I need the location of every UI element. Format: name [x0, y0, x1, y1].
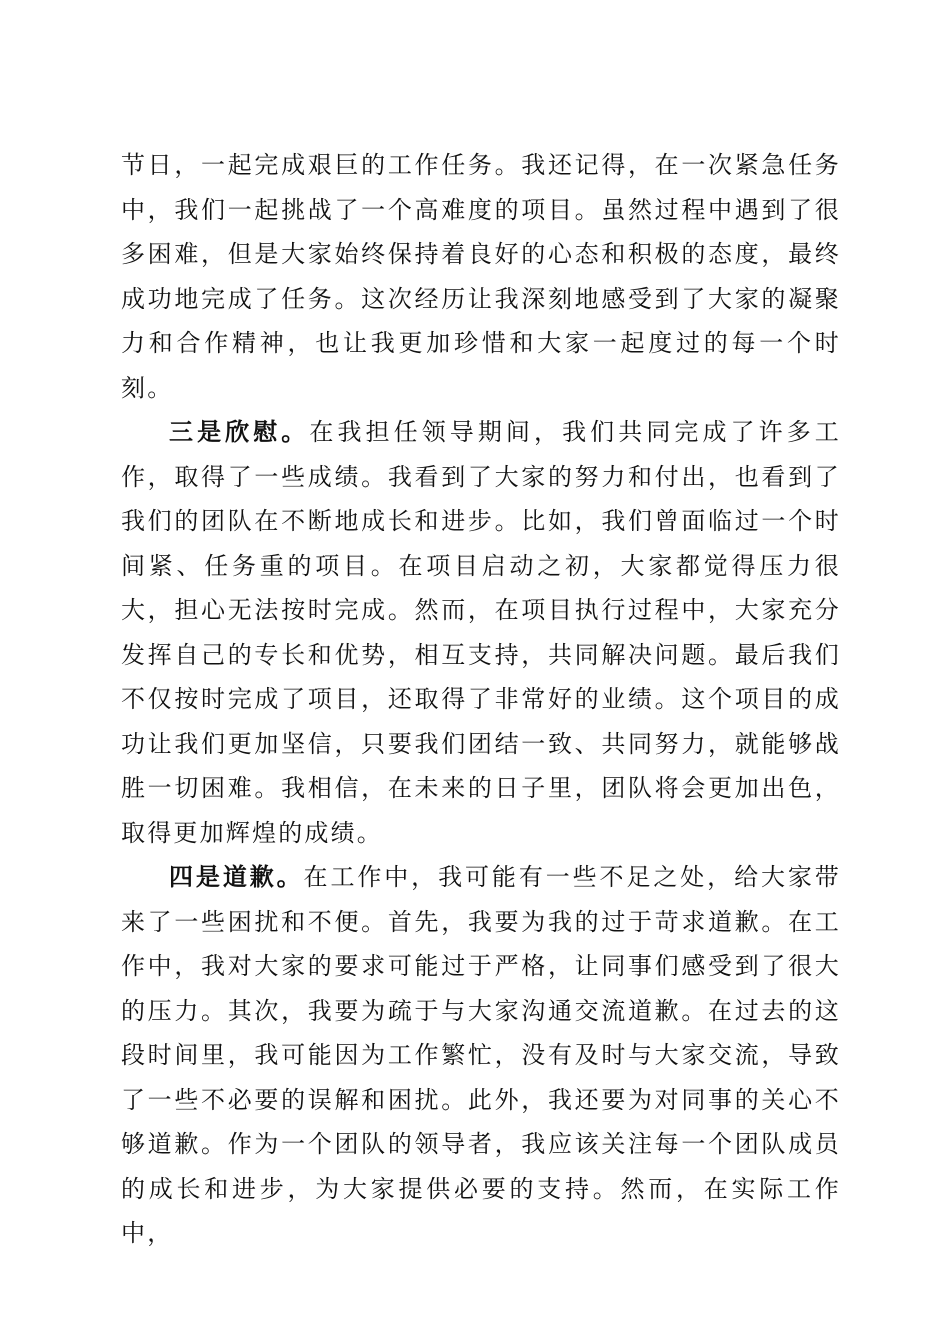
paragraph-text: 在我担任领导期间，我们共同完成了许多工作，取得了一些成绩。我看到了大家的努力和付出，也看到了我们的团队在不断地成长和进步。比如，我们曾面临过一个时间紧、任务重的项目。在项目启动之初，大家都觉得压力很大，担心无法按时完成。然而，在项目执行过程中，大家充分发挥自己的专长和优势，相互支持，共同解决问题。最后我们不仅按时完成了项目，还取得了非常好的业绩。这个项目的成功让我们更加坚信，只要我们团结一致、共同努力，就能够战胜一切困难。我相信，在未来的日子里，团队将会更加出色，取得更加辉煌的成绩。: [121, 418, 841, 847]
paragraph-heading: 四是道歉。: [169, 862, 304, 891]
paragraph-apology: [121, 855, 841, 1256]
paragraph-continuation: [121, 143, 841, 410]
paragraph-heading: 三是欣慰。: [169, 417, 310, 446]
paragraph-gratified: [121, 410, 841, 855]
paragraph-text: 节日，一起完成艰巨的工作任务。我还记得，在一次紧急任务中，我们一起挑战了一个高难度的项目。虽然过程中遇到了很多困难，但是大家始终保持着良好的心态和积极的态度，最终成功地完成了任务。这次经历让我深刻地感受到了大家的凝聚力和合作精神，也让我更加珍惜和大家一起度过的每一个时刻。: [121, 151, 841, 402]
document-body: [121, 143, 841, 1256]
paragraph-text: 在工作中，我可能有一些不足之处，给大家带来了一些困扰和不便。首先，我要为我的过于苛求道歉。在工作中，我对大家的要求可能过于严格，让同事们感受到了很大的压力。其次，我要为疏于与大家沟通交流道歉。在过去的这段时间里，我可能因为工作繁忙，没有及时与大家交流，导致了一些不必要的误解和困扰。此外，我还要为对同事的关心不够道歉。作为一个团队的领导者，我应该关注每一个团队成员的成长和进步，为大家提供必要的支持。然而，在实际工作中，: [121, 863, 842, 1247]
